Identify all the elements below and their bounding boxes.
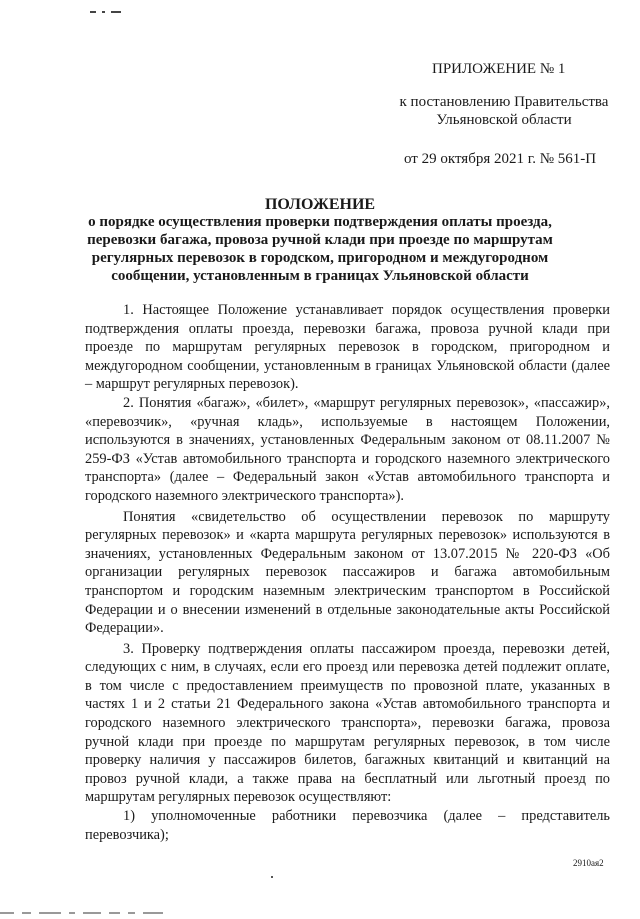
document-subtitle: о порядке осуществления проверки подтверждения оплаты проезда, перевозки багажа, провоза ручной клади при проезде по маршрутам регулярных перевозок в городском, пригородном и междугородном сообщении, установленным в границах Ульяновской области [87, 214, 553, 284]
scan-artifact-bottom [0, 901, 640, 904]
scan-speck [271, 876, 273, 878]
attachment-number: ПРИЛОЖЕНИЕ № 1 [432, 61, 566, 77]
decree-line-2: Ульяновской области [436, 112, 572, 128]
document-title: ПОЛОЖЕНИЕ [264, 196, 376, 213]
paragraph: 1) уполномоченные работники перевозчика (далее – представитель перевозчика); [85, 808, 610, 843]
paragraph: 3. Проверку подтверждения оплаты пассажиром проезда, перевозки детей, следующих с ним, в случаях, если его проезд или перевозка детей подлежит оплате, в том числе с предоставлением преимуществ по провозной плате, указанных в частях 1 и 2 статьи 21 Федерального закона «Устав автомобильного транспорта и городского наземного электрического транспорта», перевозки багажа, провоза ручной клади при проезде по маршрутам регулярных перевозок, в том числе проверку наличия у пассажиров билетов, багажных квитанций и квитанций на провоз ручной клади, а также права на бесплатный или льготный проезд по маршрутам регулярных перевозок осуществляют: [85, 640, 610, 806]
paragraph: 1. Настоящее Положение устанавливает порядок осуществления проверки подтверждения оплаты проезда, перевозки багажа, провоза ручной клади при проезде по маршрутам регулярных перевозок в городском, пригородном и междугородном сообщении, установленным в границах Ульяновской области (далее – маршрут регулярных перевозок). [85, 302, 610, 393]
decree-date-number: от 29 октября 2021 г. № 561-П [404, 151, 597, 167]
paragraph: Понятия «свидетельство об осуществлении перевозок по маршруту регулярных перевозок» и «карта маршрута регулярных перевозок» используются в значениях, установленных Федеральным законом от 13.07.2015 № 220-ФЗ «Об организации регулярных перевозок пассажиров и багажа автомобильным транспортом и городским наземным электрическим транспортом в Российской Федерации и о внесении изменений в отдельные законодательные акты Российской Федерации». [85, 508, 610, 637]
document-body [85, 301, 610, 844]
decree-reference [398, 93, 610, 129]
paragraph: 2. Понятия «багаж», «билет», «маршрут регулярных перевозок», «пассажир», «перевозчик», «ручная кладь», используемые в настоящем Положении, используются в значениях, установленных Федеральным законом от 08.11.2007 № 259-ФЗ «Устав автомобильного транспорта и городского наземного электрического транспорта» (далее – Федеральный закон «Устав автомобильного транспорта и городского наземного электрического транспорта»). [85, 394, 610, 504]
document-code: 2910ая2 [573, 858, 604, 868]
scan-artifact-top [90, 0, 210, 3]
decree-line-1: к постановлению Правительства [399, 94, 609, 110]
